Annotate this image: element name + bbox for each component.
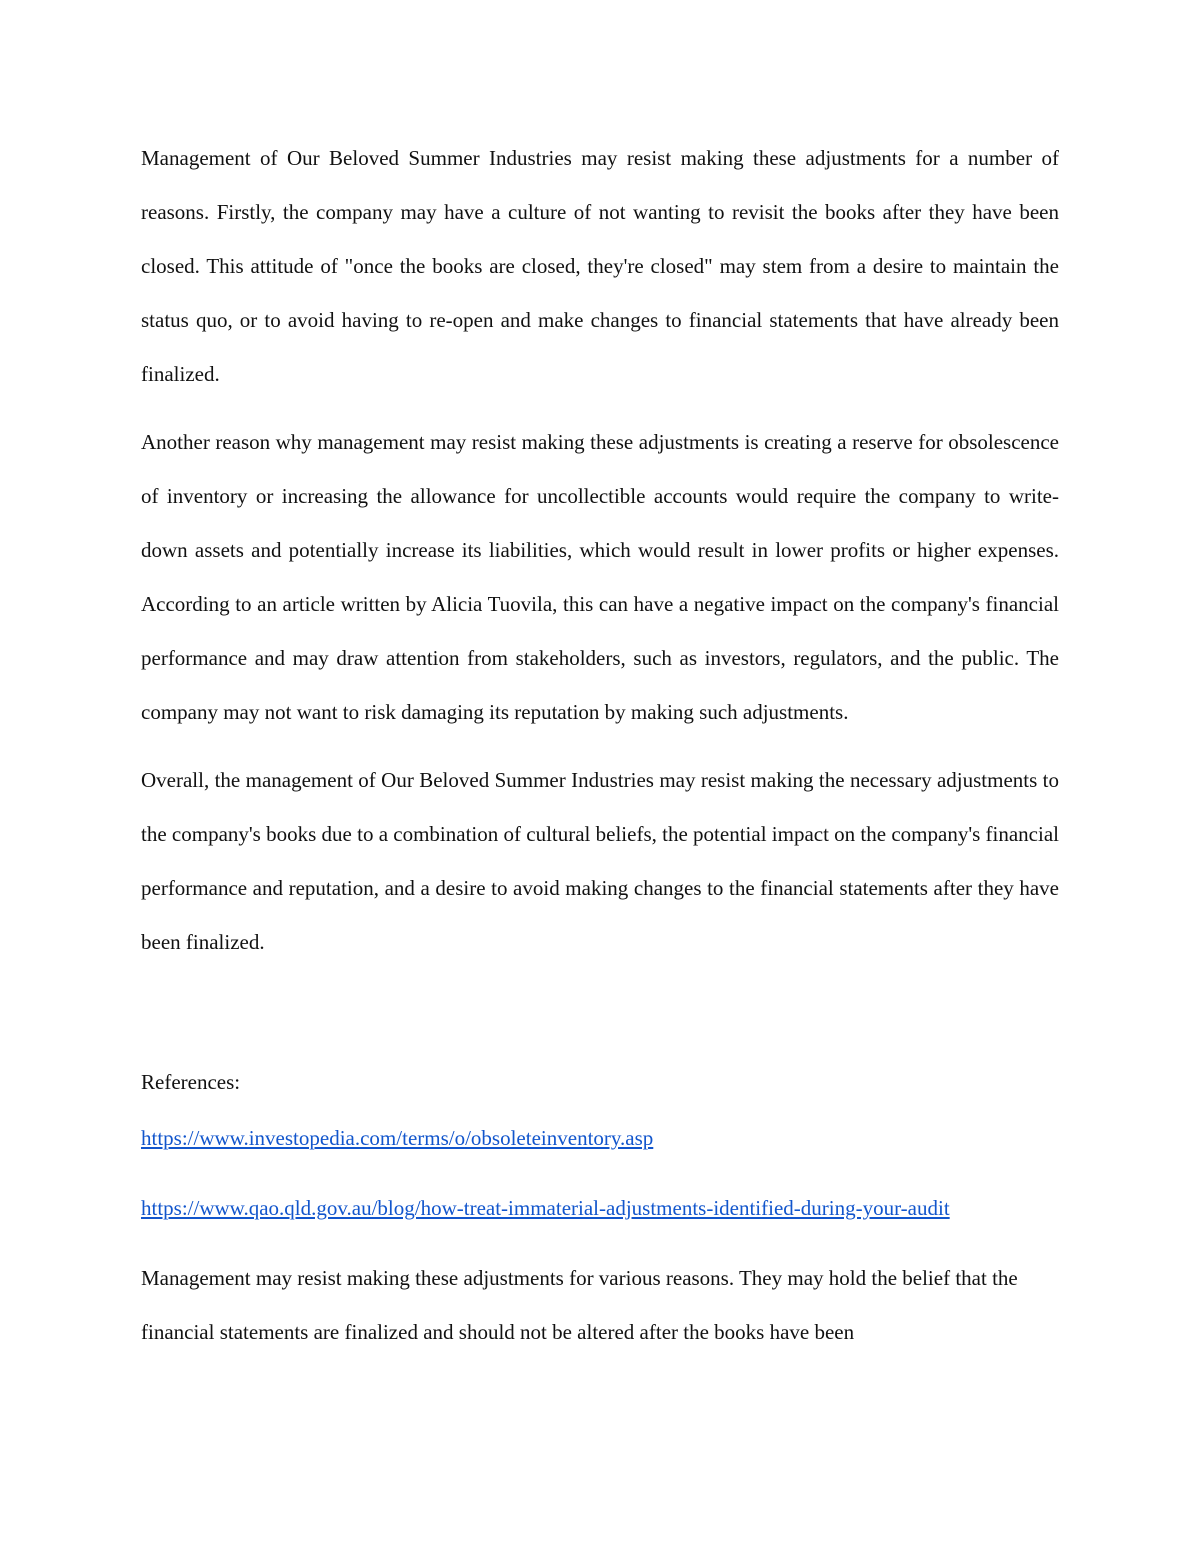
document-body (141, 131, 1059, 1359)
reference-link-qao[interactable]: https://www.qao.qld.gov.au/blog/how-treat-immaterial-adjustments-identified-during-your-audit (141, 1196, 950, 1220)
paragraph-3: Overall, the management of Our Beloved Summer Industries may resist making the necessary adjustments to the company's books due to a combination of cultural beliefs, the potential impact on the company's financial performance and reputation, and a desire to avoid making changes to the financial statements after they have been finalized. (141, 768, 1059, 954)
closing-paragraph: Management may resist making these adjustments for various reasons. They may hold the belief that the financial statements are finalized and should not be altered after the books have been (141, 1266, 1018, 1344)
spacer (141, 969, 1059, 1055)
paragraph-1: Management of Our Beloved Summer Industries may resist making these adjustments for a number of reasons. Firstly, the company may have a culture of not wanting to revisit the books after they have been closed. This attitude of "once the books are closed, they're closed" may stem from a desire to maintain the status quo, or to avoid having to re-open and make changes to financial statements that have already been finalized. (141, 146, 1059, 386)
paragraph-2: Another reason why management may resist making these adjustments is creating a reserve for obsolescence of inventory or increasing the allowance for uncollectible accounts would require the company to write-down assets and potentially increase its liabilities, which would result in lower profits or higher expenses. According to an article written by Alicia Tuovila, this can have a negative impact on the company's financial performance and may draw attention from stakeholders, such as investors, regulators, and the public. The company may not want to risk damaging its reputation by making such adjustments. (141, 430, 1059, 724)
references-heading: References: (141, 1070, 241, 1094)
reference-link-investopedia[interactable]: https://www.investopedia.com/terms/o/obsoleteinventory.asp (141, 1126, 654, 1150)
